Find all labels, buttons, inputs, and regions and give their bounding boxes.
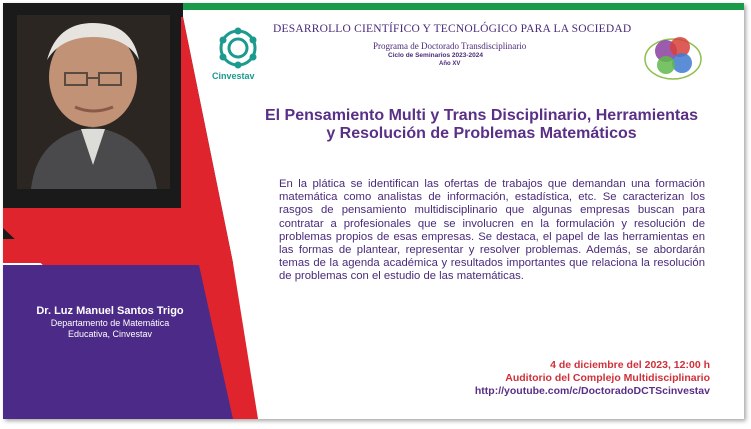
speaker-photo [17, 15, 170, 189]
event-venue: Auditorio del Complejo Multidisciplinario [505, 372, 710, 385]
speaker-affiliation-1: Departamento de Matemática [50, 318, 170, 328]
speaker-affiliation-2: Educativa, Cinvestav [67, 329, 153, 340]
title-line-2: y Resolución de Problemas Matemáticos [326, 124, 637, 142]
event-stream-link[interactable]: http://youtube.com/c/DoctoradoDCTScinvestav [474, 385, 710, 398]
purple-panel [3, 265, 233, 419]
cinvestav-logo-icon [217, 27, 259, 69]
cinvestav-label: Cinvestav [212, 71, 255, 81]
title-line-1: El Pensamiento Multi y Trans Disciplinario, Herramientas [264, 107, 699, 124]
speaker-block [17, 305, 203, 340]
event-datetime: 4 de diciembre del 2023, 12:00 h [550, 359, 710, 371]
top-green-bar [183, 3, 744, 10]
program-name: Programa de Doctorado Transdisciplinario [373, 41, 527, 51]
program-year: Año XV [439, 61, 461, 67]
event-info [475, 359, 710, 398]
seminar-description: En la plática se identifican las ofertas de trabajos que demandan una formación matemática como analistas de información, estadística, etc. Se caracterizan los rasgos de pensamiento multidisciplinario que algunas empresas buscan para contratar a profesionales que se involucren en la formulación y resolución de problemas propios de esas empresas. Se destaca, el papel de las herramientas en las formas de plantear, representar y resolver problemas. Además, se abordarán temas de la agenda académica y resultados importantes que relaciona la resolución de problemas con el estudio de las matemáticas. [279, 178, 705, 283]
seminar-cycle: Ciclo de Seminarios 2023-2024 [388, 52, 484, 59]
seminar-title [229, 107, 734, 143]
program-spheres-logo-icon [642, 29, 704, 83]
seminar-poster [3, 3, 744, 419]
speaker-name: Dr. Luz Manuel Santos Trigo [36, 305, 184, 317]
red-strip [3, 239, 203, 263]
organization-line: DESARROLLO CIENTÍFICO Y TECNOLÓGICO PARA LA SOCIEDAD [273, 23, 632, 35]
